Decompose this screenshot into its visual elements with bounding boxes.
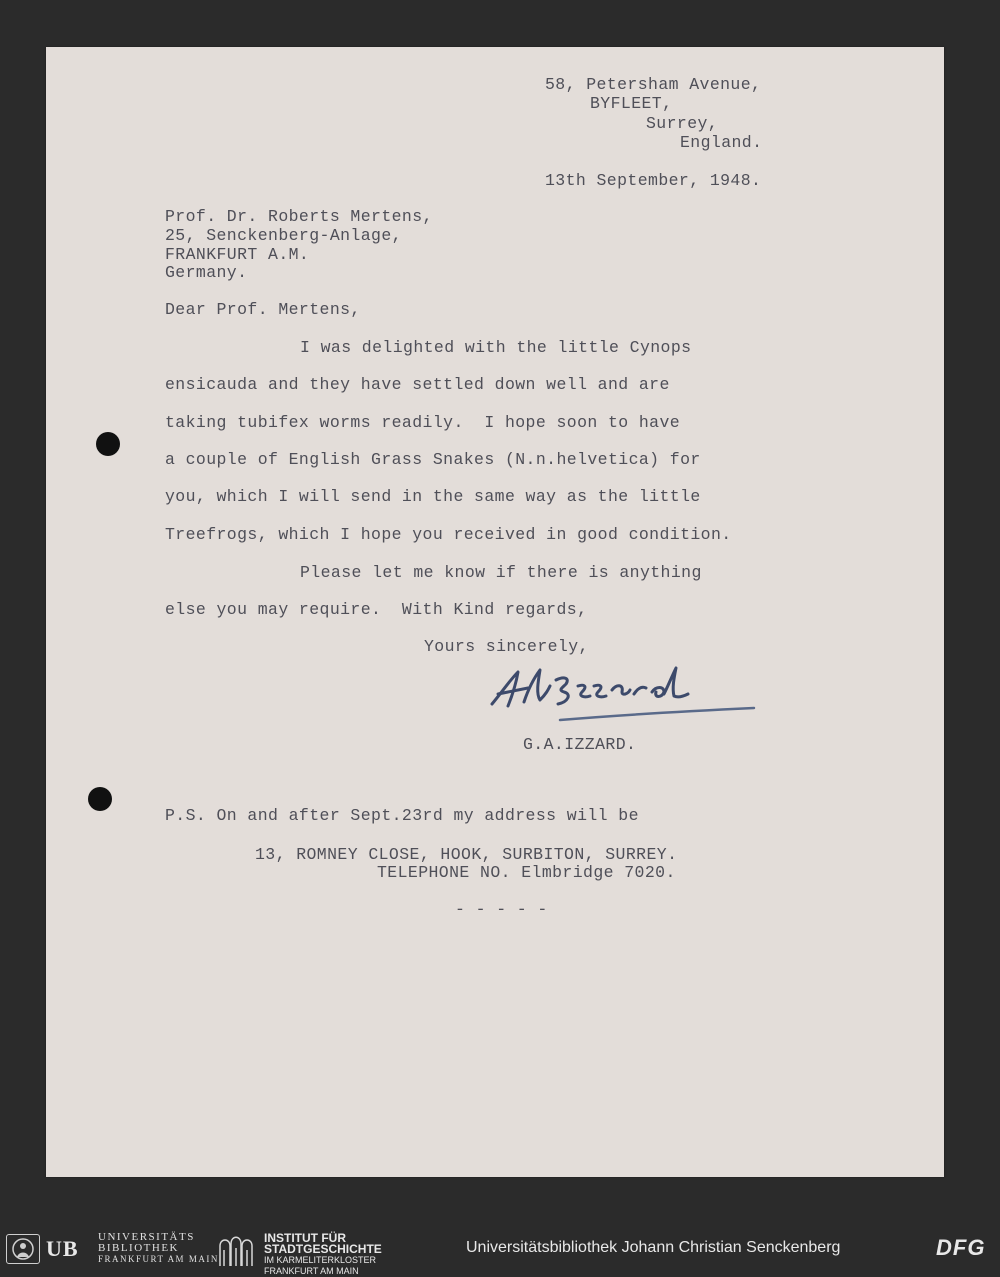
institute-name-line: FRANKFURT AM MAIN [264, 1266, 359, 1276]
body-line: a couple of English Grass Snakes (N.n.helvetica) for [165, 450, 701, 469]
postscript-line: P.S. On and after Sept.23rd my address will be [165, 806, 639, 825]
body-line: ensicauda and they have settled down well and are [165, 375, 670, 394]
ub-name-line: FRANKFURT AM MAIN [98, 1254, 219, 1264]
ub-name-line: BIBLIOTHEK [98, 1242, 179, 1254]
ub-name [98, 1232, 219, 1265]
body-line: you, which I will send in the same way as the little [165, 487, 701, 506]
punch-hole-upper [96, 432, 120, 456]
recipient-line: Germany. [165, 263, 248, 282]
institute-name-line: INSTITUT FÜR [264, 1231, 346, 1245]
sender-address-line: BYFLEET, [590, 94, 673, 113]
body-line: Please let me know if there is anything [300, 563, 702, 582]
sender-address-line: Surrey, [646, 114, 719, 133]
telephone: TELEPHONE NO. Elmbridge 7020. [377, 863, 676, 882]
footer-bar [0, 1228, 1000, 1276]
sender-address-line: 58, Petersham Avenue, [545, 75, 762, 94]
recipient-line: Prof. Dr. Roberts Mertens, [165, 207, 433, 226]
ub-abbreviation: UB [46, 1236, 79, 1261]
letter-date: 13th September, 1948. [545, 171, 762, 190]
body-line: Treefrogs, which I hope you received in good condition. [165, 525, 732, 544]
institute-name-line: STADTGESCHICHTE [264, 1242, 382, 1256]
new-address: 13, ROMNEY CLOSE, HOOK, SURBITON, SURREY. [255, 845, 678, 864]
punch-hole-lower [88, 787, 112, 811]
sender-address-line: England. [680, 133, 763, 152]
institute-arches-icon [216, 1232, 256, 1268]
institute-name-line: IM KARMELITERKLOSTER [264, 1255, 377, 1265]
end-mark: - - - - - [455, 900, 548, 919]
ub-name-line: UNIVERSITÄTS [98, 1231, 195, 1243]
salutation: Dear Prof. Mertens, [165, 300, 361, 319]
signer-name: G.A.IZZARD. [523, 735, 637, 754]
handwritten-signature [488, 664, 758, 728]
dfg-logo: DFG [936, 1235, 986, 1260]
closing: Yours sincerely, [424, 637, 589, 656]
ub-seal-icon [6, 1234, 40, 1264]
recipient-line: FRANKFURT A.M. [165, 245, 310, 264]
body-line: else you may require. With Kind regards, [165, 600, 588, 619]
recipient-line: 25, Senckenberg-Anlage, [165, 226, 402, 245]
institute-name [264, 1233, 382, 1277]
body-line: I was delighted with the little Cynops [300, 338, 692, 357]
library-name: Universitätsbibliothek Johann Christian Senckenberg [466, 1239, 841, 1256]
body-line: taking tubifex worms readily. I hope soon to have [165, 413, 681, 432]
